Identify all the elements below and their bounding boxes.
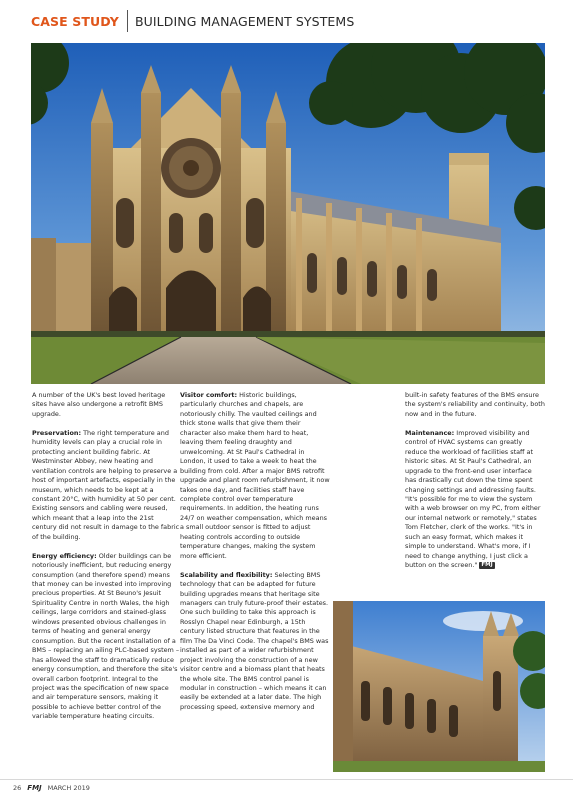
issue-date: MARCH 2019 (47, 784, 90, 792)
visitor-comfort-paragraph: Visitor comfort: Historic buildings, particularly churches and chapels, are notoriously chilly. The vaulted ceilings and thick stone walls that give them their character also make them hard to heat, leaving them feeling draughty and unwelcoming. At St Paul's Cathedral in London, it used to take a week to heat the building from cold. After a major BMS retrofit upgrade and plant room refurbishment, it now takes one day, and facilities staff have complete control over temperature requirements. In addition, the heating runs 24/7 on weather compensation, which means a small outdoor sensor is fitted to adjust heating controls according to outside temperature changes, making the system more efficient. (180, 391, 330, 560)
page-number: 26 (13, 784, 22, 792)
preservation-paragraph: Preservation: The right temperature and humidity levels can play a crucial role in protecting ancient building fabric. At Westminster Abbey, new heating and ventilation controls are helping to preserve a host of important artefacts, especially in the museum, which needs to be kept at a constant 20°C, with humidity at 50 per cent. Existing sensors and cabling were reused, which meant that a leap into the 21st century did not result in damage to the fabric of the building. (32, 428, 180, 541)
page-footer (13, 784, 90, 792)
maintenance-lead: Maintenance: (405, 428, 455, 437)
footer-rule (0, 779, 573, 780)
scalability-paragraph: Scalability and flexibility: Selecting BMS technology that can be adapted for future building upgrades means that heritage site managers can truly future-proof their estates. One such building to take this approach is Rosslyn Chapel near Edinburgh, a 15th century listed structure that features in the film The Da Vinci Code. The chapel's BMS was installed as part of a wider refurbishment project involving the construction of a new visitor centre and a biomass plant that heats the whole site. The BMS control panel is modular in construction – which means it can easily be extended at a later date. The high processing speed, extensive memory and (180, 570, 329, 711)
visitor-comfort-lead: Visitor comfort: (180, 391, 238, 399)
continuation-paragraph: built-in safety features of the BMS ensure the system's reliability and continuity, both now and in the future. (405, 391, 545, 418)
case-study-tag: CASE STUDY (31, 13, 119, 29)
secondary-photo-illustration (333, 601, 545, 772)
intro-paragraph: A number of the UK's best loved heritage sites have also undergone a retrofit BMS upgrade. (32, 391, 166, 418)
scalability-lead: Scalability and flexibility: (180, 570, 273, 579)
side-margin (0, 0, 5, 809)
fmj-logo: FMJ (27, 784, 42, 792)
maintenance-paragraph: Maintenance: Improved visibility and control of HVAC systems can greatly reduce the workload of facilities staff at historic sites. At St Paul's Cathedral, an upgrade to the front-end user interface has drastically cut down the time spent changing settings and addressing faults. "It's possible for me to view the system with a web browser on my PC, from either our internal network or remotely," states Tom Fletcher, clerk of the works. "It's in such an easy format, which makes it simple to understand. What's more, if I need to change anything, I just click a button on the screen." FMJ (405, 428, 541, 570)
hero-photo-westminster-abbey (31, 43, 545, 384)
hero-photo-illustration (31, 43, 545, 384)
energy-efficiency-lead: Energy efficiency: (32, 551, 97, 560)
header-divider (127, 10, 128, 32)
text-column-1 (32, 391, 180, 731)
secondary-photo-cathedral (333, 601, 545, 772)
end-badge: FMJ (481, 561, 493, 568)
text-column-2 (180, 391, 330, 722)
page-header (31, 10, 354, 32)
energy-efficiency-paragraph: Energy efficiency: Older buildings can be notoriously inefficient, but reducing energy consumption (and therefore spend) means that money can be invested into improving precious properties. At St Beuno's Jesuit Spirituality Centre in north Wales, the high ceilings, large corridors and stained-glass windows presented obvious challenges in terms of heating and general energy consumption. But the recent installation of a BMS – replacing an ailing PLC-based system – has allowed the staff to dramatically reduce energy consumption, and therefore the site's overall carbon footprint. Integral to the project was the specification of new space and air temperature sensors, making it possible to achieve better control of the variable temperature heating circuits. (32, 551, 180, 721)
section-title: BUILDING MANAGEMENT SYSTEMS (134, 13, 355, 29)
text-column-3 (405, 391, 545, 580)
preservation-lead: Preservation: (32, 428, 82, 437)
